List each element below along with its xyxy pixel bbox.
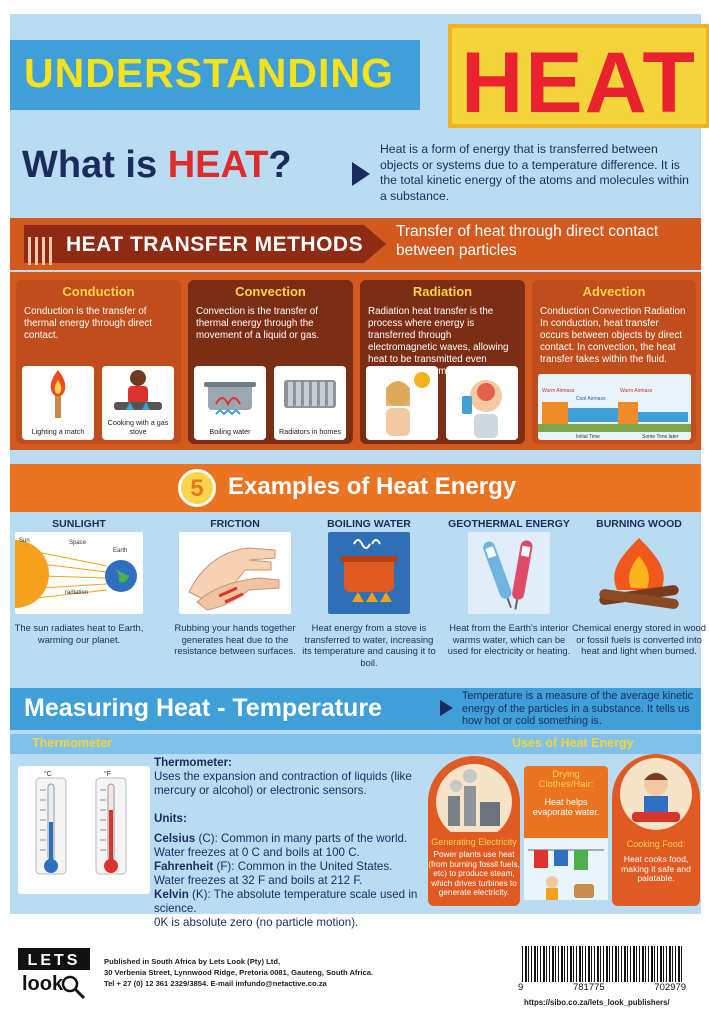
- play-arrow-icon: [352, 162, 370, 186]
- what-is-prefix: What is: [22, 144, 168, 186]
- logo-text-bottom: look: [22, 973, 64, 995]
- use-text: Heat cooks food, making it safe and palatable.: [621, 854, 691, 884]
- barcode-number: [518, 982, 686, 993]
- burning-wood-image: [589, 532, 689, 614]
- example-heading: SUNLIGHT: [52, 518, 106, 530]
- lets-look-logo: [18, 948, 90, 1000]
- logo-text-top: LETS: [27, 952, 81, 969]
- use-text: Power plants use heat (from burning fossil fuels, etc) to produce steam, which drives turbines to generate electricity.: [428, 850, 520, 898]
- advection-cool-label: Cool Airmass: [576, 396, 606, 402]
- method-title: Conduction: [62, 284, 135, 299]
- pot-icon: [194, 366, 266, 422]
- what-is-heat-section: [10, 132, 701, 212]
- fahrenheit-text: (F): Common in the United States. Water freezes at 32 F and boils at 212 F.: [154, 860, 393, 887]
- example-burning-wood: [572, 518, 706, 657]
- celsius-line: [154, 832, 424, 860]
- heat-transfer-description: Transfer of heat through direct contact between particles: [396, 223, 659, 259]
- example-text: Heat energy from a stove is transferred to water, increasing its temperature and causing it to boil.: [302, 622, 436, 668]
- use-cooking-food: [612, 754, 700, 906]
- stripes-decoration: [28, 237, 54, 265]
- boiling-pot-image: [194, 366, 266, 440]
- heat-transfer-label: [24, 225, 364, 263]
- child-cooking-icon: [612, 754, 700, 834]
- example-text: Heat from the Earth's interior warms water, which can be used for electricity or heating.: [447, 622, 571, 656]
- examples-band: [10, 464, 701, 512]
- measuring-sub-band: [10, 734, 701, 754]
- what-is-suffix: ?: [268, 144, 292, 186]
- method-title: Advection: [582, 284, 646, 299]
- barcode: [522, 946, 682, 982]
- example-text: The sun radiates heat to Earth, warming our planet.: [14, 622, 144, 645]
- clothesline-icon: [524, 838, 608, 900]
- use-head: Cooking Food:: [626, 839, 686, 849]
- example-geothermal: [442, 518, 576, 657]
- methods-panel: [10, 272, 701, 450]
- method-card-conduction: [16, 280, 181, 444]
- method-text: Convection is the transfer of thermal energy through the movement of a liquid or gas.: [196, 306, 320, 341]
- advection-warm-label-1: Warm Airmass: [542, 388, 575, 394]
- units-heading: Units:: [154, 812, 187, 825]
- rubbing-hands-icon: [179, 532, 291, 614]
- method-card-radiation: [360, 280, 525, 444]
- barcode-digit-group-3: 702979: [654, 982, 686, 993]
- example-text: Chemical energy stored in wood or fossil fuels is converted into heat and light when burned.: [572, 622, 706, 656]
- campfire-icon: [589, 532, 689, 614]
- earth-label: Earth: [113, 548, 128, 554]
- advection-later-time: Some Time later: [642, 434, 679, 440]
- phone-head-icon: [446, 366, 518, 440]
- sun-earth-icon: [15, 532, 143, 614]
- barcode-digit-group-2: 781775: [572, 982, 605, 993]
- example-friction: [168, 518, 302, 657]
- sun-person-image: [366, 366, 438, 440]
- fahrenheit-unit-label: °F: [104, 771, 112, 778]
- celsius-unit-label: °C: [44, 771, 52, 778]
- airmass-diagram-icon: [538, 374, 691, 440]
- advection-diagram: [538, 374, 691, 440]
- example-text: Rubbing your hands together generates heat due to the resistance between surfaces.: [174, 622, 296, 656]
- use-generating-electricity: [428, 756, 520, 906]
- uses-label: Uses of Heat Energy: [512, 736, 634, 750]
- digital-thermometer-icon: [468, 532, 550, 614]
- measuring-band: [10, 688, 701, 730]
- match-flame-icon: [22, 366, 94, 422]
- celsius-label: Celsius: [154, 832, 196, 845]
- use-drying-clothes: [524, 766, 608, 900]
- caption-lighting-match: Lighting a match: [31, 426, 85, 436]
- boiling-water-image: [328, 532, 410, 614]
- publisher-info: [104, 956, 373, 989]
- what-is-hot-word: HEAT: [167, 144, 269, 186]
- space-label: Space: [69, 540, 87, 546]
- publisher-line-3: Tel + 27 (0) 12 361 2329/3854. E-mail imfundo@netactive.co.za: [104, 979, 327, 988]
- example-sunlight: [12, 518, 146, 645]
- thermometer-text: Uses the expansion and contraction of liquids (like mercury or alcohol) or electronic sensors.: [154, 770, 412, 797]
- what-is-heat-title: [22, 144, 292, 187]
- publisher-line-2: 30 Verbenia Street, Lynnwood Ridge, Pretoria 0081, Gauteng, South Africa.: [104, 968, 374, 977]
- title-heat: HEAT: [461, 35, 697, 131]
- gas-stove-image: [102, 366, 174, 440]
- use-text: Heat helps evaporate water.: [532, 797, 600, 817]
- sunlight-image: [15, 532, 143, 614]
- publisher-url[interactable]: https://sibo.co.za/lets_look_publishers/: [524, 998, 670, 1007]
- example-heading: BOILING WATER: [327, 518, 411, 530]
- fahrenheit-label: Fahrenheit: [154, 860, 214, 873]
- celsius-text: (C): Common in many parts of the world. Water freezes at 0 C and boils at 100 C.: [154, 832, 408, 859]
- absolute-zero-line: 0K is absolute zero (no particle motion).: [154, 916, 359, 929]
- thermometer-heading: Thermometer:: [154, 756, 232, 769]
- examples-number-badge: 5: [178, 469, 216, 507]
- sun-label: Sun: [19, 538, 30, 544]
- method-card-advection: [532, 280, 696, 444]
- use-head: Generating Electricity: [431, 837, 517, 847]
- radiation-label: radiation: [65, 590, 89, 596]
- thermometer-label: Thermometer: [32, 736, 112, 750]
- thermometers-image: [18, 766, 150, 894]
- method-card-convection: [188, 280, 353, 444]
- examples-title: Examples of Heat Energy: [228, 473, 517, 500]
- cooking-icon: [102, 366, 174, 418]
- method-title: Convection: [235, 284, 306, 299]
- example-heading: GEOTHERMAL ENERGY: [448, 518, 570, 530]
- phone-radiation-image: [446, 366, 518, 440]
- arrow-tip-icon: [364, 225, 386, 263]
- method-text: Conduction is the transfer of thermal energy through direct contact.: [24, 306, 152, 341]
- example-heading: BURNING WOOD: [596, 518, 682, 530]
- method-text: Radiation heat transfer is the process where energy is transferred through electromagnetic waves, allowing heat to be transmitted even: [368, 306, 509, 365]
- kelvin-line: [154, 888, 424, 916]
- kelvin-text: (K): The absolute temperature scale used in science.: [154, 888, 418, 915]
- measuring-title: Measuring Heat - Temperature: [24, 694, 382, 722]
- match-image: [22, 366, 94, 440]
- publisher-line-1: Published in South Africa by Lets Look (Pty) Ltd,: [104, 957, 281, 966]
- title-heat-box: [448, 24, 709, 131]
- radiator-icon: [274, 366, 346, 418]
- title-understanding: UNDERSTANDING: [24, 50, 394, 96]
- fahrenheit-line: [154, 860, 424, 888]
- method-title: Radiation: [412, 284, 473, 299]
- sunburn-person-icon: [366, 366, 438, 440]
- thermometer-icon: [18, 766, 150, 894]
- what-is-heat-definition: Heat is a form of energy that is transferred between objects or systems due to a temperature difference. It is the total kinetic energy of the atoms and molecules within a substance.: [380, 142, 689, 203]
- friction-image: [179, 532, 291, 614]
- example-boiling-water: [302, 518, 436, 668]
- measuring-description: Temperature is a measure of the average kinetic energy of the particles in a substance. It tells us how hot or cold something is.: [462, 690, 694, 727]
- play-arrow-icon: [440, 700, 453, 716]
- use-head: Drying Clothes/Hair:: [538, 769, 594, 790]
- method-text: Conduction Convection Radiation In conduction, heat transfer occurs between objects by direct contact. In convection, the heat transfer takes within the fluid.: [540, 306, 686, 365]
- caption-radiators: Radiators in homes: [279, 426, 341, 436]
- thermometer-info: [154, 756, 424, 930]
- logo-icon: [18, 948, 90, 1000]
- caption-gas-stove: Cooking with a gas stove: [107, 418, 169, 436]
- heat-transfer-band: [10, 218, 701, 270]
- kelvin-label: Kelvin: [154, 888, 189, 901]
- poster: [10, 14, 706, 929]
- power-plant-icon: [428, 756, 520, 832]
- example-heading: FRICTION: [210, 518, 260, 530]
- advection-initial-time: Initial Time: [576, 434, 600, 440]
- geothermal-image: [468, 532, 550, 614]
- caption-boiling-water: Boiling water: [209, 426, 251, 436]
- radiator-image: [274, 366, 346, 440]
- heat-transfer-title: HEAT TRANSFER METHODS: [66, 233, 364, 256]
- boiling-pot-icon: [328, 532, 410, 614]
- barcode-digit-group-1: 9: [518, 982, 524, 993]
- advection-warm-label-2: Warm Airmass: [620, 388, 653, 394]
